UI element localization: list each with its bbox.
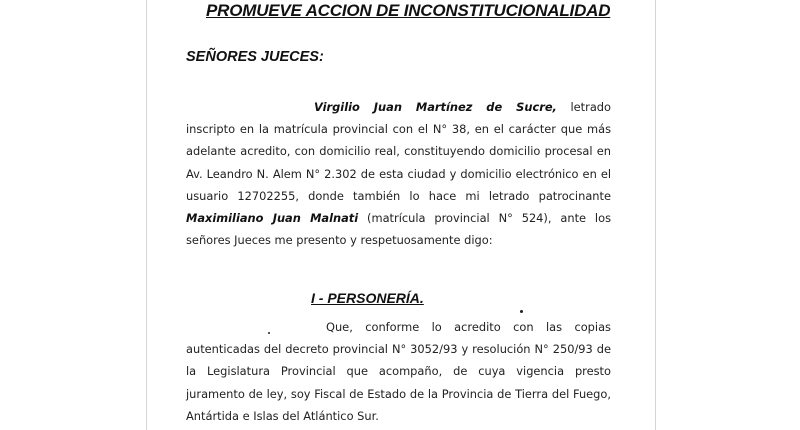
intro-paragraph [186, 96, 611, 251]
personeria-paragraph [186, 316, 611, 427]
sponsor-name: Maximiliano Juan Malnati [186, 211, 359, 226]
personeria-text: Que, conforme lo acredito con las copias autenticadas del decreto provincial N° 3052/93 y resolución N° 250/93 de la Legislatura Provincial que acompaño, de cuya vigencia presto juramento de ley, soy Fiscal de Estado de la Provincia de Tierra del Fuego, Antártida e Islas del Atlántico Sur. [186, 320, 611, 423]
intro-text-part-1: letrado inscripto en la matrícula provincial con el N° 38, en el carácter que más adelante acredito, con domicilio real, constituyendo domicilio procesal en Av. Leandro N. Alem N° 2.302 de esta ciudad y domicilio electrónico en el usuario 12702255, donde también lo hace mi letrado patrocinante [186, 100, 612, 203]
salutation: SEÑORES JUECES: [186, 49, 324, 65]
section-heading-personeria: I - PERSONERÍA. [311, 290, 424, 306]
attorney-name: Virgilio Juan Martínez de Sucre, [314, 100, 557, 114]
scan-speck [520, 310, 523, 313]
intro-text-part-2: (matrícula provincial N° 524), ante los señores Jueces me presento y respetuosamente digo: [186, 211, 612, 248]
document-title: PROMUEVE ACCION DE INCONSTITUCIONALIDAD [206, 1, 611, 20]
